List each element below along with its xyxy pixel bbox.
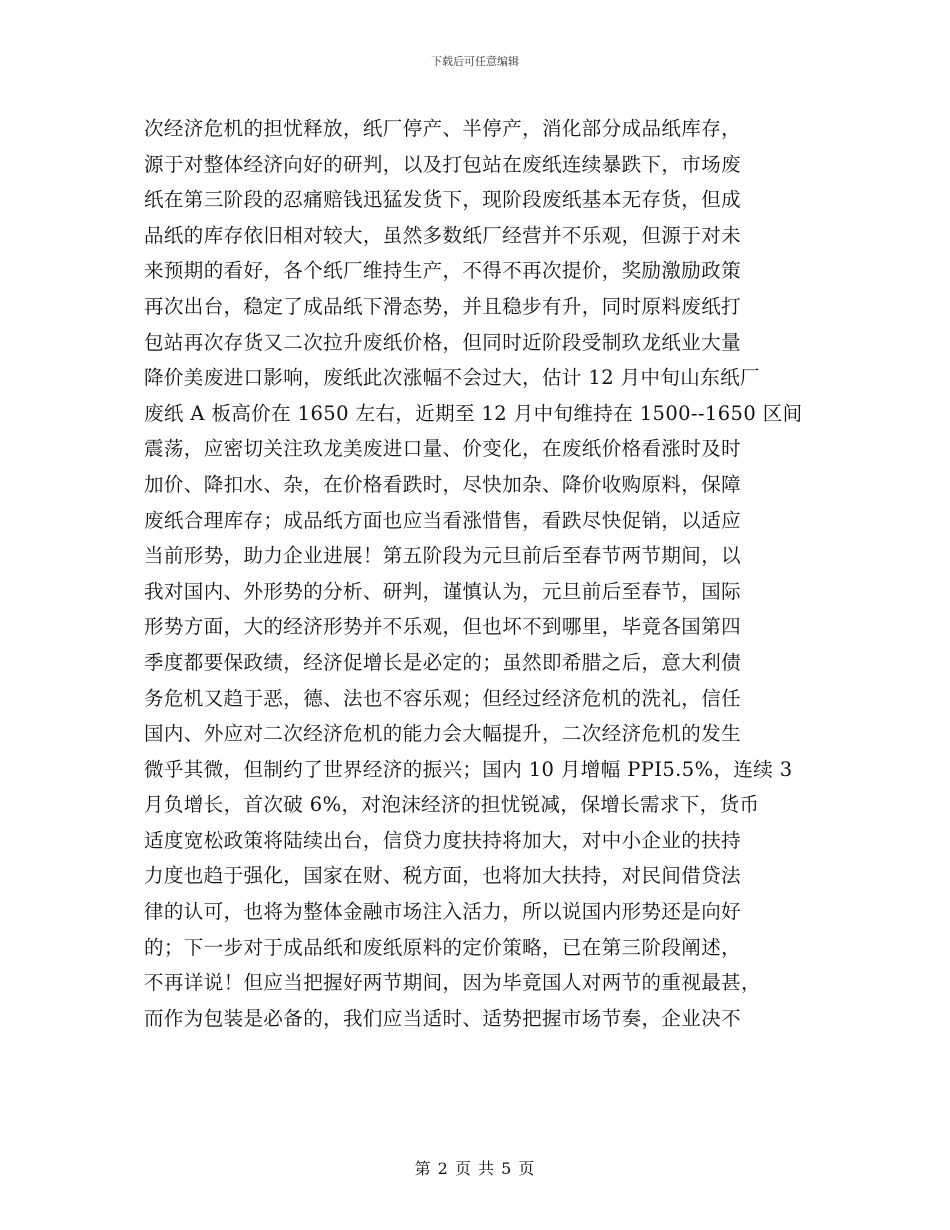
body-text [144, 111, 804, 1036]
body-line: 加价、降扣水、杂，在价格看跌时，尽快加杂、降价收购原料，保障 [144, 472, 742, 496]
body-line: 微乎其微，但制约了世界经济的振兴；国内 10 月增幅 PPI5.5%，连续 3 [144, 757, 793, 781]
body-line: 适度宽松政策将陆续出台，信贷力度扶持将加大，对中小企业的扶持 [144, 828, 742, 852]
body-line: 务危机又趋于恶，德、法也不容乐观；但经过经济危机的洗礼，信任 [144, 686, 742, 710]
body-line: 形势方面，大的经济形势并不乐观，但也坏不到哪里，毕竟各国第四 [144, 615, 742, 639]
body-line: 震荡，应密切关注玖龙美废进口量、价变化，在废纸价格看涨时及时 [144, 437, 742, 461]
body-line: 国内、外应对二次经济危机的能力会大幅提升，二次经济危机的发生 [144, 722, 742, 746]
body-line: 力度也趋于强化，国家在财、税方面，也将加大扶持，对民间借贷法 [144, 864, 742, 888]
body-line: 废纸 A 板高价在 1650 左右，近期至 12 月中旬维持在 1500--1650 区间 [144, 401, 803, 425]
body-line: 我对国内、外形势的分析、研判，谨慎认为，元旦前后至春节，国际 [144, 579, 742, 603]
body-line: 降价美废进口影响，废纸此次涨幅不会过大，估计 12 月中旬山东纸厂 [144, 366, 760, 390]
body-line: 源于对整体经济向好的研判，以及打包站在废纸连续暴跌下，市场废 [144, 152, 742, 176]
body-line: 废纸合理库存；成品纸方面也应当看涨惜售，看跌尽快促销，以适应 [144, 508, 742, 532]
body-line: 当前形势，助力企业进展！第五阶段为元旦前后至春节两节期间，以 [144, 544, 742, 568]
body-line: 季度都要保政绩，经济促增长是必定的；虽然即希腊之后，意大利债 [144, 650, 742, 674]
body-line: 包站再次存货又二次拉升废纸价格，但同时近阶段受制玖龙纸业大量 [144, 330, 742, 354]
body-line: 律的认可，也将为整体金融市场注入活力，所以说国内形势还是向好 [144, 900, 742, 924]
body-line: 不再详说！但应当把握好两节期间，因为毕竟国人对两节的重视最甚， [144, 971, 761, 995]
page-footer: 第 2 页 共 5 页 [414, 1159, 536, 1178]
body-line: 而作为包装是必备的，我们应当适时、适势把握市场节奏，企业决不 [144, 1006, 742, 1030]
body-line: 来预期的看好，各个纸厂维持生产，不得不再次提价，奖励激励政策 [144, 259, 742, 283]
body-line: 的；下一步对于成品纸和废纸原料的定价策略，已在第三阶段阐述， [144, 935, 742, 959]
body-line: 品纸的库存依旧相对较大，虽然多数纸厂经营并不乐观，但源于对未 [144, 223, 742, 247]
body-line: 再次出台，稳定了成品纸下滑态势，并且稳步有升，同时原料废纸打 [144, 294, 742, 318]
body-line: 纸在第三阶段的忍痛赔钱迅猛发货下，现阶段废纸基本无存货，但成 [144, 188, 742, 212]
page-header: 下载后可任意编辑 [431, 55, 519, 68]
body-line: 次经济危机的担忧释放，纸厂停产、半停产，消化部分成品纸库存， [144, 117, 742, 140]
body-line: 月负增长，首次破 6%，对泡沫经济的担忧锐减，保增长需求下，货币 [144, 793, 760, 817]
